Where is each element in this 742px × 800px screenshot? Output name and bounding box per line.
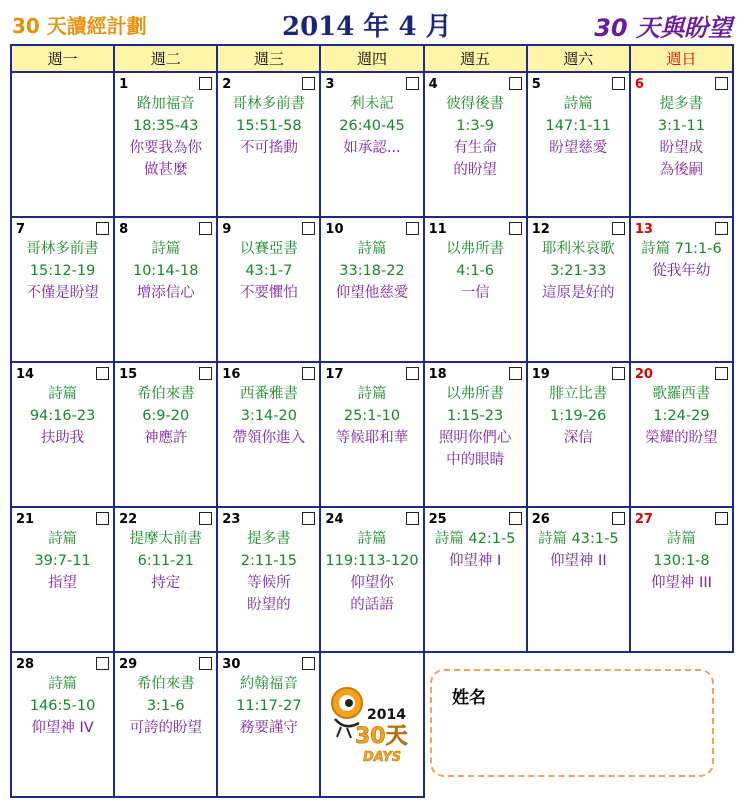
day-number: 27 [634, 512, 653, 527]
day-number: 16 [222, 367, 241, 382]
book-name: 彼得後書 [446, 96, 505, 112]
week-row [11, 507, 733, 652]
day-cell [217, 72, 320, 217]
logo-main: 30天 [355, 724, 409, 749]
day-number: 4 [428, 77, 438, 92]
day-cell [114, 507, 217, 652]
reading-entry [218, 383, 319, 449]
done-checkbox[interactable] [96, 222, 109, 235]
day-cell [424, 507, 527, 652]
day-number: 10 [325, 222, 344, 237]
reading-entry [528, 238, 629, 304]
day-number: 15 [119, 367, 138, 382]
day-cell [217, 362, 320, 507]
done-checkbox[interactable] [199, 77, 212, 90]
day-number: 29 [119, 657, 138, 672]
book-name: 以弗所書 [446, 241, 505, 257]
book-name: 詩篇 [666, 531, 696, 547]
theme-text: 不僅是盼望 [26, 285, 99, 301]
day-cell [424, 362, 527, 507]
book-name: 詩篇 [48, 531, 78, 547]
theme-text: 為後嗣 [659, 162, 704, 178]
weekday-mon: 週一 [11, 45, 114, 72]
theme-text: 從我年幼 [652, 263, 711, 279]
day-number: 17 [325, 367, 344, 382]
verse-range: 2:11-15 [240, 553, 297, 569]
reading-entry [631, 238, 732, 282]
theme-text: 有生命 [453, 140, 497, 156]
verse-range: 39:7-11 [34, 553, 91, 569]
verse-range: 1:15-23 [447, 408, 504, 424]
day-cell [11, 652, 114, 797]
day-cell [11, 507, 114, 652]
verse-range: 119:113-120 [325, 553, 419, 569]
theme-text: 如承認... [343, 140, 401, 156]
weekday-sat: 週六 [527, 45, 630, 72]
reading-entry [528, 93, 629, 159]
logo-eye-pupil [345, 699, 353, 707]
reading-entry [631, 383, 732, 449]
reading-entry [321, 383, 422, 449]
weekday-tue: 週二 [114, 45, 217, 72]
theme-text: 指望 [48, 575, 78, 591]
book-name: 提多書 [659, 96, 704, 112]
reading-entry [321, 93, 422, 159]
done-checkbox[interactable] [302, 657, 315, 670]
reading-entry [12, 673, 113, 739]
done-checkbox[interactable] [96, 657, 109, 670]
done-checkbox[interactable] [96, 512, 109, 525]
verse-range: 4:1-6 [456, 263, 495, 279]
verse-range: 15:12-19 [29, 263, 96, 279]
logo-year: 2014 [367, 707, 407, 723]
day-cell [630, 217, 733, 362]
book-name: 以弗所書 [446, 386, 505, 402]
verse-range: 3:1-11 [657, 118, 705, 134]
done-checkbox[interactable] [406, 77, 419, 90]
theme-text: 做甚麼 [143, 162, 188, 178]
day-number: 9 [222, 222, 232, 237]
day-number: 21 [16, 512, 35, 527]
book-name: 詩篇 [357, 386, 387, 402]
theme-text: 盼望成 [659, 140, 704, 156]
done-checkbox[interactable] [96, 367, 109, 380]
theme-text: 你要我為你 [129, 140, 202, 156]
book-name: 以賽亞書 [239, 241, 298, 257]
day-number: 12 [531, 222, 550, 237]
day-number: 24 [325, 512, 344, 527]
reading-entry [218, 528, 319, 616]
day-cell [114, 217, 217, 362]
day-cell [424, 217, 527, 362]
theme-text: 持定 [151, 575, 181, 591]
reading-entry [528, 383, 629, 449]
logo-legs [337, 727, 351, 738]
day-number: 5 [531, 77, 541, 92]
reading-entry [115, 528, 216, 594]
day-number: 20 [634, 367, 653, 382]
day-number: 6 [634, 77, 644, 92]
theme-text: 的話語 [350, 597, 394, 613]
theme-text: 盼望的 [247, 597, 291, 613]
reading-entry [12, 528, 113, 594]
reading-entry [631, 93, 732, 181]
done-checkbox[interactable] [302, 222, 315, 235]
reading-entry [115, 93, 216, 181]
book-name: 詩篇 71:1-6 [641, 241, 722, 257]
verse-range: 3:1-6 [146, 698, 185, 714]
verse-range: 146:5-10 [29, 698, 96, 714]
done-checkbox[interactable] [612, 77, 625, 90]
theme-text: 仰望神 I [448, 553, 502, 569]
reading-entry [218, 93, 319, 159]
book-name: 提多書 [247, 531, 291, 547]
theme-title: 30 天與盼望 [594, 14, 732, 42]
reading-entry [12, 238, 113, 304]
theme-text: 仰望神 IV [31, 720, 94, 736]
day-number: 30 [222, 657, 241, 672]
done-checkbox[interactable] [199, 367, 212, 380]
day-cell [320, 72, 423, 217]
verse-range: 6:11-21 [137, 553, 194, 569]
day-number: 19 [531, 367, 550, 382]
verse-range: 130:1-8 [653, 553, 710, 569]
reading-entry [218, 673, 319, 739]
name-label: 姓名 [452, 688, 486, 708]
verse-range: 18:35-43 [132, 118, 199, 134]
done-checkbox[interactable] [509, 512, 522, 525]
day-number: 2 [222, 77, 232, 92]
day-number: 18 [428, 367, 447, 382]
done-checkbox[interactable] [715, 512, 728, 525]
day-number: 25 [428, 512, 447, 527]
day-number: 8 [119, 222, 129, 237]
theme-text: 仰望神 II [549, 553, 607, 569]
day-cell [527, 507, 630, 652]
theme-text: 等候耶和華 [335, 430, 409, 446]
week-row [11, 72, 733, 217]
day-cell [527, 362, 630, 507]
theme-text: 帶領你進入 [232, 430, 306, 446]
name-field-box[interactable] [430, 669, 714, 777]
book-name: 詩篇 [357, 531, 387, 547]
book-name: 希伯來書 [136, 676, 195, 692]
day-cell [217, 217, 320, 362]
reading-entry [115, 383, 216, 449]
book-name: 約翰福音 [239, 676, 298, 692]
verse-range: 6:9-20 [142, 408, 190, 424]
done-checkbox[interactable] [612, 367, 625, 380]
verse-range: 94:16-23 [29, 408, 96, 424]
day-number: 26 [531, 512, 550, 527]
book-name: 歌羅西書 [652, 386, 711, 402]
reading-entry [321, 238, 422, 304]
day-number: 7 [16, 222, 26, 237]
reading-entry [321, 528, 422, 616]
reading-entry [115, 238, 216, 304]
done-checkbox[interactable] [612, 222, 625, 235]
book-name: 提摩太前書 [129, 531, 202, 547]
theme-text: 一信 [460, 285, 490, 301]
theme-text: 的盼望 [453, 162, 497, 178]
weekday-row [11, 45, 733, 72]
week-row [11, 362, 733, 507]
week-row [11, 217, 733, 362]
day-number: 13 [634, 222, 653, 237]
done-checkbox[interactable] [302, 367, 315, 380]
book-name: 哥林多前書 [232, 96, 306, 112]
verse-range: 10:14-18 [132, 263, 199, 279]
verse-range: 147:1-11 [545, 118, 612, 134]
day-cell [527, 217, 630, 362]
day-number: 1 [119, 77, 129, 92]
theme-text: 照明你們心 [438, 430, 512, 446]
verse-range: 33:18-22 [339, 263, 405, 279]
day-cell [630, 362, 733, 507]
reading-entry [425, 93, 526, 181]
done-checkbox[interactable] [509, 77, 522, 90]
done-checkbox[interactable] [509, 367, 522, 380]
day-cell [320, 507, 423, 652]
verse-range: 1:3-9 [456, 118, 495, 134]
done-checkbox[interactable] [199, 222, 212, 235]
book-name: 詩篇 [48, 386, 78, 402]
done-checkbox[interactable] [612, 512, 625, 525]
day-cell [630, 507, 733, 652]
done-checkbox[interactable] [509, 222, 522, 235]
book-name: 詩篇 [357, 241, 387, 257]
empty-cell [11, 72, 114, 217]
reading-entry [425, 238, 526, 304]
reading-entry [425, 528, 526, 572]
verse-range: 26:40-45 [339, 118, 405, 134]
verse-range: 1:19-26 [550, 408, 607, 424]
weekday-wed: 週三 [217, 45, 320, 72]
done-checkbox[interactable] [715, 77, 728, 90]
theme-text: 不要懼怕 [239, 285, 298, 301]
reading-entry [12, 383, 113, 449]
day-cell [320, 362, 423, 507]
verse-range: 11:17-27 [236, 698, 302, 714]
book-name: 詩篇 42:1-5 [434, 531, 516, 547]
done-checkbox[interactable] [199, 512, 212, 525]
book-name: 詩篇 [151, 241, 181, 257]
weekday-fri: 週五 [424, 45, 527, 72]
theme-text: 可誇的盼望 [129, 720, 202, 736]
verse-range: 1:24-29 [653, 408, 710, 424]
verse-range: 15:51-58 [236, 118, 302, 134]
theme-text: 不可搖動 [239, 140, 298, 156]
day-cell [217, 507, 320, 652]
weekday-sun: 週日 [630, 45, 733, 72]
done-checkbox[interactable] [302, 512, 315, 525]
book-name: 詩篇 [48, 676, 78, 692]
book-name: 西番雅書 [239, 386, 298, 402]
done-checkbox[interactable] [715, 367, 728, 380]
done-checkbox[interactable] [199, 657, 212, 670]
theme-text: 仰望你 [350, 575, 394, 591]
theme-text: 仰望他慈愛 [335, 285, 409, 301]
book-name: 哥林多前書 [26, 241, 99, 257]
logo-sub: DAYS [363, 750, 402, 765]
done-checkbox[interactable] [406, 367, 419, 380]
done-checkbox[interactable] [406, 222, 419, 235]
day-cell [630, 72, 733, 217]
logo-cell [320, 652, 423, 797]
day-number: 3 [325, 77, 335, 92]
reading-entry [115, 673, 216, 739]
verse-range: 43:1-7 [245, 263, 293, 279]
theme-text: 仰望神 III [650, 575, 712, 591]
day-cell [114, 362, 217, 507]
verse-range: 3:14-20 [240, 408, 297, 424]
reading-entry [528, 528, 629, 572]
done-checkbox[interactable] [715, 222, 728, 235]
day-cell [217, 652, 320, 797]
day-cell [11, 362, 114, 507]
day-number: 11 [428, 222, 447, 237]
day-cell [114, 652, 217, 797]
verse-range: 3:21-33 [550, 263, 607, 279]
reading-entry [425, 383, 526, 471]
day-cell [320, 217, 423, 362]
theme-text: 深信 [563, 430, 593, 446]
book-name: 路加福音 [136, 96, 195, 112]
theme-text: 扶助我 [40, 430, 85, 446]
done-checkbox[interactable] [302, 77, 315, 90]
weekday-thu: 週四 [320, 45, 423, 72]
verse-range: 25:1-10 [343, 408, 401, 424]
done-checkbox[interactable] [406, 512, 419, 525]
book-name: 詩篇 43:1-5 [537, 531, 619, 547]
day-number: 14 [16, 367, 35, 382]
day-number: 28 [16, 657, 35, 672]
book-name: 利未記 [350, 96, 394, 112]
reading-entry [631, 528, 732, 594]
theme-text: 增添信心 [136, 285, 195, 301]
book-name: 希伯來書 [136, 386, 195, 402]
theme-text: 榮耀的盼望 [645, 430, 718, 446]
book-name: 腓立比書 [549, 386, 608, 402]
day-cell [114, 72, 217, 217]
reading-entry [218, 238, 319, 304]
theme-text: 等候所 [247, 575, 291, 591]
plan-title: 30 天讀經計劃 [12, 14, 147, 38]
month-title: 2014 年 4 月 [282, 12, 452, 42]
theme-text: 盼望慈愛 [549, 140, 608, 156]
30-days-logo [325, 681, 417, 767]
theme-text: 這原是好的 [542, 285, 615, 301]
day-number: 23 [222, 512, 241, 527]
theme-text: 中的眼睛 [446, 452, 505, 468]
theme-text: 務要謹守 [239, 720, 298, 736]
day-cell [527, 72, 630, 217]
book-name: 詩篇 [563, 96, 593, 112]
calendar-header [0, 0, 742, 44]
day-cell [11, 217, 114, 362]
day-cell [424, 72, 527, 217]
theme-text: 神應許 [143, 430, 188, 446]
book-name: 耶利米哀歌 [542, 241, 615, 257]
day-number: 22 [119, 512, 138, 527]
